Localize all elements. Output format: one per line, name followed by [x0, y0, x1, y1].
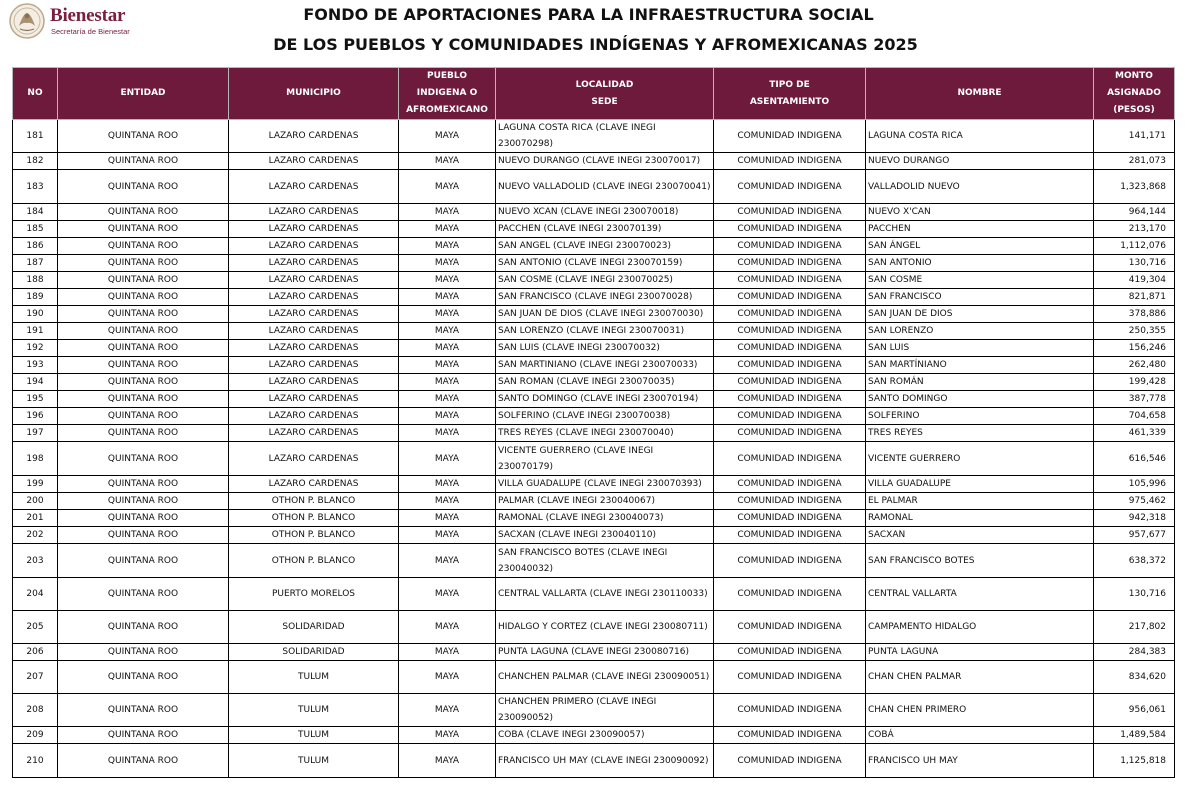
cell-pueblo: MAYA	[399, 544, 496, 578]
cell-monto: 284,383	[1094, 644, 1175, 661]
cell-tipo: COMUNIDAD INDIGENA	[714, 544, 866, 578]
cell-pueblo: MAYA	[399, 289, 496, 306]
cell-municipio: LAZARO CARDENAS	[229, 408, 399, 425]
cell-tipo: COMUNIDAD INDIGENA	[714, 408, 866, 425]
cell-entidad: QUINTANA ROO	[58, 578, 229, 611]
column-header-monto: MONTO ASIGNADO (PESOS)	[1094, 68, 1175, 120]
table-row	[13, 442, 1175, 476]
cell-monto: 130,716	[1094, 255, 1175, 272]
cell-monto: 942,318	[1094, 510, 1175, 527]
table-row	[13, 661, 1175, 694]
cell-localidad: HIDALGO Y CORTEZ (CLAVE INEGI 230080711)	[496, 611, 714, 644]
cell-entidad: QUINTANA ROO	[58, 744, 229, 778]
table-row	[13, 510, 1175, 527]
cell-pueblo: MAYA	[399, 727, 496, 744]
cell-nombre: TRES REYES	[866, 425, 1094, 442]
cell-tipo: COMUNIDAD INDIGENA	[714, 527, 866, 544]
table-row	[13, 425, 1175, 442]
cell-nombre: NUEVO X'CAN	[866, 204, 1094, 221]
cell-localidad: LAGUNA COSTA RICA (CLAVE INEGI 230070298)	[496, 120, 714, 153]
cell-no: 198	[13, 442, 58, 476]
cell-tipo: COMUNIDAD INDIGENA	[714, 510, 866, 527]
cell-entidad: QUINTANA ROO	[58, 374, 229, 391]
cell-municipio: TULUM	[229, 661, 399, 694]
cell-no: 196	[13, 408, 58, 425]
cell-entidad: QUINTANA ROO	[58, 544, 229, 578]
cell-tipo: COMUNIDAD INDIGENA	[714, 272, 866, 289]
cell-localidad: CHANCHEN PALMAR (CLAVE INEGI 230090051)	[496, 661, 714, 694]
table-row	[13, 493, 1175, 510]
cell-entidad: QUINTANA ROO	[58, 611, 229, 644]
cell-pueblo: MAYA	[399, 391, 496, 408]
column-header-no: NO	[13, 68, 58, 120]
cell-entidad: QUINTANA ROO	[58, 238, 229, 255]
cell-no: 183	[13, 170, 58, 204]
cell-municipio: LAZARO CARDENAS	[229, 255, 399, 272]
cell-monto: 156,246	[1094, 340, 1175, 357]
cell-nombre: VILLA GUADALUPE	[866, 476, 1094, 493]
cell-entidad: QUINTANA ROO	[58, 510, 229, 527]
cell-monto: 419,304	[1094, 272, 1175, 289]
cell-localidad: SAN LORENZO (CLAVE INEGI 230070031)	[496, 323, 714, 340]
cell-localidad: SAN ANGEL (CLAVE INEGI 230070023)	[496, 238, 714, 255]
cell-nombre: CAMPAMENTO HIDALGO	[866, 611, 1094, 644]
cell-nombre: SOLFERINO	[866, 408, 1094, 425]
cell-pueblo: MAYA	[399, 476, 496, 493]
table-row	[13, 694, 1175, 727]
cell-monto: 1,489,584	[1094, 727, 1175, 744]
cell-no: 197	[13, 425, 58, 442]
cell-no: 189	[13, 289, 58, 306]
cell-localidad: SOLFERINO (CLAVE INEGI 230070038)	[496, 408, 714, 425]
cell-localidad: SAN ANTONIO (CLAVE INEGI 230070159)	[496, 255, 714, 272]
table-row	[13, 255, 1175, 272]
cell-entidad: QUINTANA ROO	[58, 476, 229, 493]
table-row	[13, 578, 1175, 611]
cell-monto: 957,677	[1094, 527, 1175, 544]
cell-localidad: CENTRAL VALLARTA (CLAVE INEGI 230110033)	[496, 578, 714, 611]
cell-nombre: SAN ANTONIO	[866, 255, 1094, 272]
cell-tipo: COMUNIDAD INDIGENA	[714, 306, 866, 323]
cell-nombre: SAN LUIS	[866, 340, 1094, 357]
cell-municipio: TULUM	[229, 744, 399, 778]
cell-municipio: LAZARO CARDENAS	[229, 476, 399, 493]
cell-entidad: QUINTANA ROO	[58, 694, 229, 727]
logo-wordmark: Bienestar	[50, 5, 126, 26]
cell-localidad: PUNTA LAGUNA (CLAVE INEGI 230080716)	[496, 644, 714, 661]
table-row	[13, 120, 1175, 153]
cell-tipo: COMUNIDAD INDIGENA	[714, 323, 866, 340]
cell-no: 209	[13, 727, 58, 744]
cell-monto: 250,355	[1094, 323, 1175, 340]
cell-municipio: LAZARO CARDENAS	[229, 289, 399, 306]
cell-nombre: CHAN CHEN PRIMERO	[866, 694, 1094, 727]
cell-pueblo: MAYA	[399, 644, 496, 661]
table-row	[13, 391, 1175, 408]
cell-no: 201	[13, 510, 58, 527]
cell-municipio: LAZARO CARDENAS	[229, 204, 399, 221]
cell-tipo: COMUNIDAD INDIGENA	[714, 170, 866, 204]
cell-nombre: SAN COSME	[866, 272, 1094, 289]
cell-nombre: FRANCISCO UH MAY	[866, 744, 1094, 778]
cell-no: 207	[13, 661, 58, 694]
cell-no: 204	[13, 578, 58, 611]
cell-localidad: SAN FRANCISCO BOTES (CLAVE INEGI 230040032)	[496, 544, 714, 578]
cell-tipo: COMUNIDAD INDIGENA	[714, 340, 866, 357]
cell-tipo: COMUNIDAD INDIGENA	[714, 255, 866, 272]
cell-entidad: QUINTANA ROO	[58, 357, 229, 374]
cell-tipo: COMUNIDAD INDIGENA	[714, 661, 866, 694]
cell-pueblo: MAYA	[399, 374, 496, 391]
column-header-tipo: TIPO DE ASENTAMIENTO	[714, 68, 866, 120]
column-header-entidad: ENTIDAD	[58, 68, 229, 120]
cell-entidad: QUINTANA ROO	[58, 221, 229, 238]
cell-localidad: FRANCISCO UH MAY (CLAVE INEGI 230090092)	[496, 744, 714, 778]
cell-no: 191	[13, 323, 58, 340]
cell-tipo: COMUNIDAD INDIGENA	[714, 289, 866, 306]
cell-entidad: QUINTANA ROO	[58, 340, 229, 357]
cell-monto: 1,112,076	[1094, 238, 1175, 255]
cell-municipio: LAZARO CARDENAS	[229, 120, 399, 153]
cell-no: 184	[13, 204, 58, 221]
cell-municipio: LAZARO CARDENAS	[229, 238, 399, 255]
cell-monto: 1,125,818	[1094, 744, 1175, 778]
cell-no: 203	[13, 544, 58, 578]
table-row	[13, 153, 1175, 170]
cell-nombre: SANTO DOMINGO	[866, 391, 1094, 408]
cell-no: 182	[13, 153, 58, 170]
column-header-municipio: MUNICIPIO	[229, 68, 399, 120]
cell-municipio: LAZARO CARDENAS	[229, 153, 399, 170]
cell-nombre: SAN MARTÍNIANO	[866, 357, 1094, 374]
table-row	[13, 272, 1175, 289]
cell-municipio: LAZARO CARDENAS	[229, 374, 399, 391]
cell-pueblo: MAYA	[399, 408, 496, 425]
cell-pueblo: MAYA	[399, 238, 496, 255]
cell-nombre: LAGUNA COSTA RICA	[866, 120, 1094, 153]
cell-pueblo: MAYA	[399, 661, 496, 694]
cell-municipio: SOLIDARIDAD	[229, 611, 399, 644]
cell-entidad: QUINTANA ROO	[58, 493, 229, 510]
cell-municipio: OTHON P. BLANCO	[229, 527, 399, 544]
cell-localidad: SAN FRANCISCO (CLAVE INEGI 230070028)	[496, 289, 714, 306]
cell-no: 194	[13, 374, 58, 391]
cell-nombre: SAN JUAN DE DIOS	[866, 306, 1094, 323]
column-header-nombre: NOMBRE	[866, 68, 1094, 120]
cell-municipio: LAZARO CARDENAS	[229, 357, 399, 374]
cell-pueblo: MAYA	[399, 694, 496, 727]
cell-nombre: NUEVO DURANGO	[866, 153, 1094, 170]
cell-tipo: COMUNIDAD INDIGENA	[714, 727, 866, 744]
cell-municipio: SOLIDARIDAD	[229, 644, 399, 661]
cell-pueblo: MAYA	[399, 425, 496, 442]
table-row	[13, 357, 1175, 374]
column-header-pueblo: PUEBLO INDIGENA O AFROMEXICANO	[399, 68, 496, 120]
cell-no: 192	[13, 340, 58, 357]
cell-localidad: SACXAN (CLAVE INEGI 230040110)	[496, 527, 714, 544]
table-row	[13, 306, 1175, 323]
cell-entidad: QUINTANA ROO	[58, 255, 229, 272]
cell-municipio: TULUM	[229, 727, 399, 744]
cell-localidad: PALMAR (CLAVE INEGI 230040067)	[496, 493, 714, 510]
cell-municipio: LAZARO CARDENAS	[229, 340, 399, 357]
cell-entidad: QUINTANA ROO	[58, 727, 229, 744]
cell-no: 195	[13, 391, 58, 408]
logo-subtitle: Secretaría de Bienestar	[51, 27, 130, 36]
cell-monto: 281,073	[1094, 153, 1175, 170]
cell-localidad: NUEVO VALLADOLID (CLAVE INEGI 230070041)	[496, 170, 714, 204]
cell-municipio: PUERTO MORELOS	[229, 578, 399, 611]
cell-monto: 956,061	[1094, 694, 1175, 727]
cell-tipo: COMUNIDAD INDIGENA	[714, 493, 866, 510]
table-row	[13, 611, 1175, 644]
cell-entidad: QUINTANA ROO	[58, 661, 229, 694]
cell-monto: 461,339	[1094, 425, 1175, 442]
cell-entidad: QUINTANA ROO	[58, 306, 229, 323]
cell-monto: 638,372	[1094, 544, 1175, 578]
cell-municipio: LAZARO CARDENAS	[229, 442, 399, 476]
document-title-line-1: FONDO DE APORTACIONES PARA LA INFRAESTRUCTURA SOCIAL	[303, 5, 874, 24]
cell-pueblo: MAYA	[399, 510, 496, 527]
cell-localidad: VILLA GUADALUPE (CLAVE INEGI 230070393)	[496, 476, 714, 493]
cell-no: 199	[13, 476, 58, 493]
cell-pueblo: MAYA	[399, 611, 496, 644]
cell-tipo: COMUNIDAD INDIGENA	[714, 357, 866, 374]
cell-no: 190	[13, 306, 58, 323]
cell-monto: 616,546	[1094, 442, 1175, 476]
cell-tipo: COMUNIDAD INDIGENA	[714, 221, 866, 238]
cell-nombre: CENTRAL VALLARTA	[866, 578, 1094, 611]
cell-nombre: SAN ROMÁN	[866, 374, 1094, 391]
cell-tipo: COMUNIDAD INDIGENA	[714, 611, 866, 644]
cell-no: 200	[13, 493, 58, 510]
cell-tipo: COMUNIDAD INDIGENA	[714, 153, 866, 170]
cell-tipo: COMUNIDAD INDIGENA	[714, 374, 866, 391]
cell-municipio: OTHON P. BLANCO	[229, 510, 399, 527]
table-row	[13, 544, 1175, 578]
cell-nombre: SACXAN	[866, 527, 1094, 544]
cell-pueblo: MAYA	[399, 204, 496, 221]
cell-localidad: COBA (CLAVE INEGI 230090057)	[496, 727, 714, 744]
cell-municipio: TULUM	[229, 694, 399, 727]
table-row	[13, 204, 1175, 221]
cell-localidad: SAN ROMAN (CLAVE INEGI 230070035)	[496, 374, 714, 391]
cell-municipio: LAZARO CARDENAS	[229, 170, 399, 204]
cell-entidad: QUINTANA ROO	[58, 153, 229, 170]
table-row	[13, 644, 1175, 661]
document-title-line-2: DE LOS PUEBLOS Y COMUNIDADES INDÍGENAS Y AFROMEXICANAS 2025	[273, 35, 918, 54]
cell-entidad: QUINTANA ROO	[58, 391, 229, 408]
table-row	[13, 374, 1175, 391]
cell-no: 205	[13, 611, 58, 644]
cell-monto: 199,428	[1094, 374, 1175, 391]
cell-monto: 217,802	[1094, 611, 1175, 644]
cell-monto: 1,323,868	[1094, 170, 1175, 204]
cell-localidad: VICENTE GUERRERO (CLAVE INEGI 230070179)	[496, 442, 714, 476]
cell-tipo: COMUNIDAD INDIGENA	[714, 578, 866, 611]
cell-pueblo: MAYA	[399, 340, 496, 357]
table-row	[13, 323, 1175, 340]
cell-nombre: SAN LORENZO	[866, 323, 1094, 340]
cell-entidad: QUINTANA ROO	[58, 323, 229, 340]
cell-pueblo: MAYA	[399, 221, 496, 238]
table-row	[13, 289, 1175, 306]
cell-no: 187	[13, 255, 58, 272]
cell-localidad: CHANCHEN PRIMERO (CLAVE INEGI 230090052)	[496, 694, 714, 727]
cell-tipo: COMUNIDAD INDIGENA	[714, 694, 866, 727]
cell-localidad: TRES REYES (CLAVE INEGI 230070040)	[496, 425, 714, 442]
table-row	[13, 221, 1175, 238]
cell-tipo: COMUNIDAD INDIGENA	[714, 391, 866, 408]
cell-nombre: PUNTA LAGUNA	[866, 644, 1094, 661]
allocation-table	[12, 67, 1175, 778]
cell-municipio: OTHON P. BLANCO	[229, 493, 399, 510]
cell-tipo: COMUNIDAD INDIGENA	[714, 476, 866, 493]
cell-nombre: SAN ÁNGEL	[866, 238, 1094, 255]
cell-monto: 975,462	[1094, 493, 1175, 510]
cell-entidad: QUINTANA ROO	[58, 644, 229, 661]
cell-tipo: COMUNIDAD INDIGENA	[714, 425, 866, 442]
table-row	[13, 727, 1175, 744]
cell-no: 188	[13, 272, 58, 289]
cell-monto: 105,996	[1094, 476, 1175, 493]
cell-municipio: LAZARO CARDENAS	[229, 221, 399, 238]
cell-pueblo: MAYA	[399, 170, 496, 204]
cell-localidad: NUEVO DURANGO (CLAVE INEGI 230070017)	[496, 153, 714, 170]
table-row	[13, 340, 1175, 357]
cell-localidad: SAN MARTINIANO (CLAVE INEGI 230070033)	[496, 357, 714, 374]
cell-no: 186	[13, 238, 58, 255]
cell-entidad: QUINTANA ROO	[58, 527, 229, 544]
cell-pueblo: MAYA	[399, 744, 496, 778]
cell-nombre: VALLADOLID NUEVO	[866, 170, 1094, 204]
cell-monto: 387,778	[1094, 391, 1175, 408]
cell-municipio: LAZARO CARDENAS	[229, 425, 399, 442]
cell-no: 193	[13, 357, 58, 374]
cell-entidad: QUINTANA ROO	[58, 204, 229, 221]
cell-municipio: LAZARO CARDENAS	[229, 272, 399, 289]
table-row	[13, 238, 1175, 255]
cell-monto: 141,171	[1094, 120, 1175, 153]
table-header-row	[13, 68, 1175, 120]
cell-no: 210	[13, 744, 58, 778]
cell-pueblo: MAYA	[399, 306, 496, 323]
cell-monto: 378,886	[1094, 306, 1175, 323]
cell-tipo: COMUNIDAD INDIGENA	[714, 120, 866, 153]
cell-no: 208	[13, 694, 58, 727]
cell-no: 185	[13, 221, 58, 238]
cell-tipo: COMUNIDAD INDIGENA	[714, 204, 866, 221]
cell-entidad: QUINTANA ROO	[58, 442, 229, 476]
cell-localidad: RAMONAL (CLAVE INEGI 230040073)	[496, 510, 714, 527]
cell-municipio: LAZARO CARDENAS	[229, 306, 399, 323]
cell-pueblo: MAYA	[399, 153, 496, 170]
table-row	[13, 744, 1175, 778]
cell-nombre: RAMONAL	[866, 510, 1094, 527]
cell-municipio: LAZARO CARDENAS	[229, 323, 399, 340]
cell-localidad: SAN COSME (CLAVE INEGI 230070025)	[496, 272, 714, 289]
cell-pueblo: MAYA	[399, 323, 496, 340]
table-row	[13, 476, 1175, 493]
cell-no: 202	[13, 527, 58, 544]
cell-monto: 130,716	[1094, 578, 1175, 611]
cell-no: 206	[13, 644, 58, 661]
cell-pueblo: MAYA	[399, 255, 496, 272]
cell-monto: 262,480	[1094, 357, 1175, 374]
cell-localidad: NUEVO XCAN (CLAVE INEGI 230070018)	[496, 204, 714, 221]
cell-pueblo: MAYA	[399, 120, 496, 153]
cell-nombre: CHAN CHEN PALMAR	[866, 661, 1094, 694]
cell-monto: 213,170	[1094, 221, 1175, 238]
cell-entidad: QUINTANA ROO	[58, 272, 229, 289]
cell-monto: 704,658	[1094, 408, 1175, 425]
cell-pueblo: MAYA	[399, 578, 496, 611]
cell-localidad: SAN JUAN DE DIOS (CLAVE INEGI 230070030)	[496, 306, 714, 323]
cell-entidad: QUINTANA ROO	[58, 408, 229, 425]
cell-nombre: PACCHEN	[866, 221, 1094, 238]
cell-pueblo: MAYA	[399, 357, 496, 374]
cell-entidad: QUINTANA ROO	[58, 170, 229, 204]
table-row	[13, 408, 1175, 425]
cell-tipo: COMUNIDAD INDIGENA	[714, 238, 866, 255]
cell-pueblo: MAYA	[399, 272, 496, 289]
column-header-localidad: LOCALIDAD SEDE	[496, 68, 714, 120]
table-row	[13, 527, 1175, 544]
cell-monto: 964,144	[1094, 204, 1175, 221]
cell-municipio: OTHON P. BLANCO	[229, 544, 399, 578]
cell-monto: 821,871	[1094, 289, 1175, 306]
cell-tipo: COMUNIDAD INDIGENA	[714, 442, 866, 476]
cell-no: 181	[13, 120, 58, 153]
cell-entidad: QUINTANA ROO	[58, 120, 229, 153]
table-row	[13, 170, 1175, 204]
cell-localidad: SANTO DOMINGO (CLAVE INEGI 230070194)	[496, 391, 714, 408]
cell-pueblo: MAYA	[399, 527, 496, 544]
cell-tipo: COMUNIDAD INDIGENA	[714, 644, 866, 661]
cell-monto: 834,620	[1094, 661, 1175, 694]
cell-pueblo: MAYA	[399, 493, 496, 510]
cell-nombre: SAN FRANCISCO	[866, 289, 1094, 306]
cell-nombre: SAN FRANCISCO BOTES	[866, 544, 1094, 578]
cell-localidad: PACCHEN (CLAVE INEGI 230070139)	[496, 221, 714, 238]
cell-entidad: QUINTANA ROO	[58, 289, 229, 306]
cell-nombre: COBÁ	[866, 727, 1094, 744]
cell-tipo: COMUNIDAD INDIGENA	[714, 744, 866, 778]
cell-localidad: SAN LUIS (CLAVE INEGI 230070032)	[496, 340, 714, 357]
cell-pueblo: MAYA	[399, 442, 496, 476]
cell-nombre: EL PALMAR	[866, 493, 1094, 510]
cell-municipio: LAZARO CARDENAS	[229, 391, 399, 408]
cell-nombre: VICENTE GUERRERO	[866, 442, 1094, 476]
cell-entidad: QUINTANA ROO	[58, 425, 229, 442]
